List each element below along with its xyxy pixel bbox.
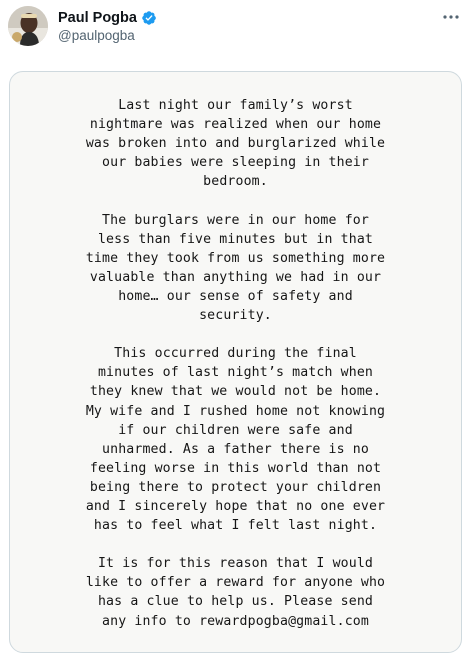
more-options-button[interactable] <box>439 8 463 26</box>
tweet-header <box>0 0 475 60</box>
statement-text <box>14 96 457 650</box>
author-handle[interactable]: @paulpogba <box>58 28 135 43</box>
statement-paragraph: This occurred during the final minutes of last night’s match when they knew that we would not be home. My wife and I rushed home not knowing if our children were safe and unharmed. As a father there is no feeling worse in this world than not being there to protect your children and I sincerely hope that no one ever has to feel what I felt last night. <box>85 346 386 534</box>
statement-image[interactable] <box>9 71 462 653</box>
author-name-row <box>58 9 157 27</box>
statement-paragraph: The burglars were in our home for less than five minutes but in that time they took from us something more valuable than anything we had in our home… our sense of safety and security. <box>85 212 386 324</box>
avatar-image <box>8 6 48 46</box>
avatar[interactable] <box>8 6 48 46</box>
author-name[interactable]: Paul Pogba <box>58 10 137 26</box>
statement-paragraph: Last night our family’s worst nightmare was realized when our home was broken into and burglarized while our babies were sleeping in their bedroom. <box>85 98 386 190</box>
statement-paragraph: It is for this reason that I would like to offer a reward for anyone who has a clue to help us. Please send any info to rewardpogba@gmail.com <box>85 556 386 629</box>
verified-badge-icon <box>141 10 157 26</box>
more-horizontal-icon <box>442 14 460 20</box>
